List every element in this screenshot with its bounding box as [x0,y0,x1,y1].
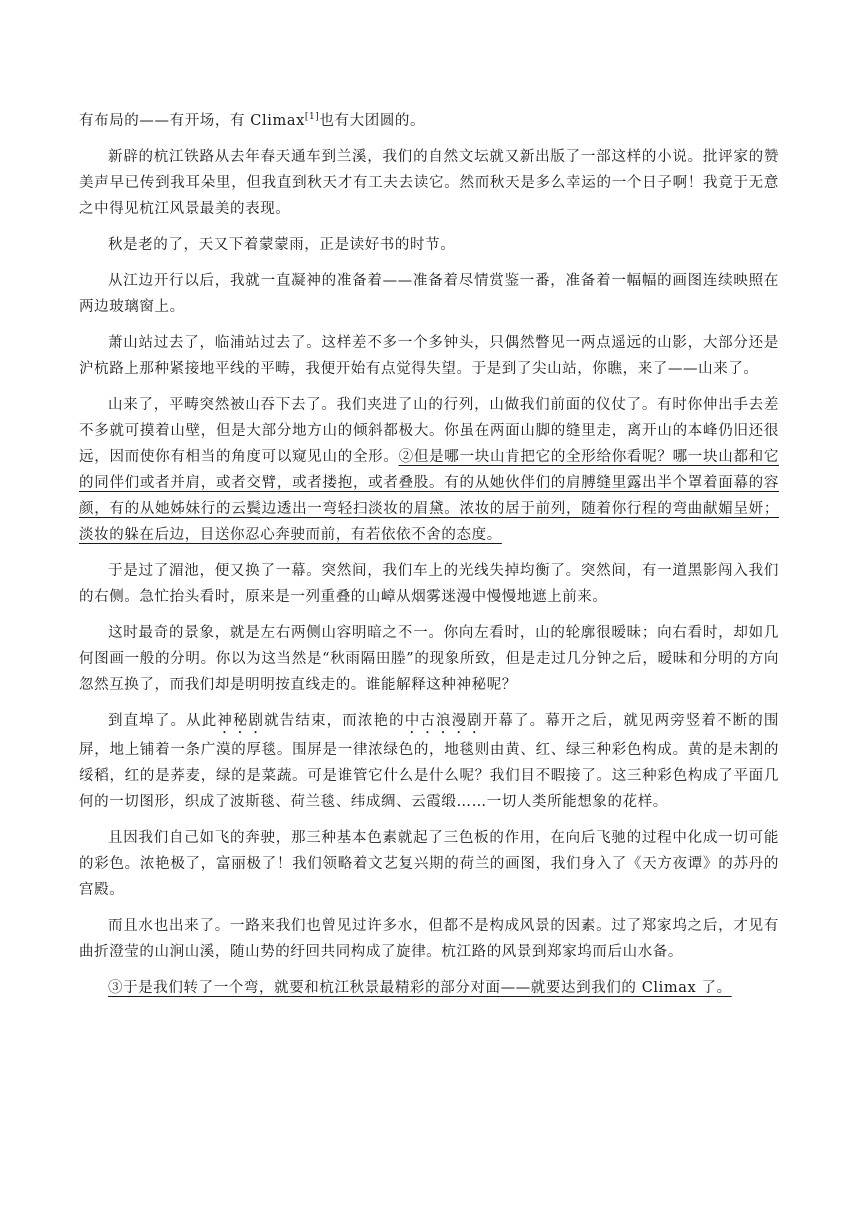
underlined-passage-2: 但是哪一块山肯把它的全形给你看呢？哪一块山都和它的同伴们或者并肩，或者交臂，或者搂抱，或者叠股。有的从她伙伴们的肩膊缝里露出半个罩着面幕的容颜，有的从她姊妹行的云鬓边透出一弯轻扫淡妆的眉黛。浓妆的居于前列，随着你行程的弯曲献媚呈妍；淡妆的躲在后边，目送你忍心奔驶而前，有若依依不舍的态度。 [79,449,779,543]
p1-text-b: 也有大团圆的。 [319,113,426,129]
paragraph-9 [79,708,779,815]
paragraph-4: 从江边开行以后，我就一直凝神的准备着——准备着尽情赏鉴一番，准备着一幅幅的画图连续映照在两边玻璃窗上。 [79,273,779,315]
p9-text-b: 就告结束，而浓艳的 [264,713,405,729]
p9-text-a: 到直埠了。从此 [108,713,218,729]
paragraph-12 [79,975,779,1001]
question-marker-2: ② [398,449,414,465]
footnote-ref: [1] [304,112,320,123]
paragraph-5: 萧山站过去了，临浦站过去了。这样差不多一个多钟头，只偶然瞥见一两点遥远的山影，大部分还是沪杭路上那种紧接地平线的平畴，我便开始有点觉得失望。于是到了尖山站，你瞧，来了——山来了。 [79,335,779,377]
paragraph-2: 新辟的杭江铁路从去年春天通车到兰溪，我们的自然文坛就又新出版了一部这样的小说。批评家的赞美声早已传到我耳朵里，但我直到秋天才有工夫去读它。然而秋天是多么幸运的一个日子啊！我竟于无意之中得见杭江风景最美的表现。 [79,149,779,217]
p1-text-a: 有布局的——有开场，有 Climax [79,113,305,129]
paragraph-6 [79,392,779,548]
p9-text-c: 开幕了。幕开之后，就见两旁竖着不断的围屏，地上铺着一条广漠的厚毯。围屏是一律浓绿色的，地毯则由黄、红、绿三种彩色构成。黄的是未割的绥稻，红的是荞麦，绿的是菜蔬。可是谁管它什么是什么呢？我们目不暇接了。这三种彩色构成了平面几何的一切图形，织成了波斯毯、荷兰毯、纬成绸、云霞缎……一切人类所能想象的花样。 [79,713,779,810]
paragraph-7: 于是过了湄池，便又换了一幕。突然间，我们车上的光线失掉均衡了。突然间，有一道黑影闯入我们的右侧。急忙抬头看时，原来是一列重叠的山嶂从烟雾迷漫中慢慢地遮上前来。 [79,563,779,605]
p6-text: 山来了，平畴突然被山吞下去了。我们夹进了山的行列，山做我们前面的仪仗了。有时你伸出手去差不多就可摸着山壁，但是大部分地方山的倾斜都极大。你虽在两面山脚的缝里走，离开山的本峰仍旧还很远，因而使你有相当的角度可以窥见山的全形。 [79,397,779,465]
document-page [79,108,779,1011]
paragraph-10: 且因我们自己如飞的奔驶，那三种基本色素就起了三色板的作用，在向后飞驰的过程中化成一切可能的彩色。浓艳极了，富丽极了！我们领略着文艺复兴期的荷兰的画图，我们身入了《天方夜谭》的苏丹的宫殿。 [79,830,779,898]
emphasis-medieval-romance: 中古浪漫剧 [404,713,483,729]
emphasis-mysterious-drama: 神秘剧 [217,713,265,729]
paragraph-8: 这时最奇的景象，就是左右两侧山容明暗之不一。你向左看时，山的轮廓很暧昧；向右看时，却如几何图画一般的分明。你以为这当然是“秋雨隔田塍”的现象所致，但是走过几分钟之后，暧昧和分明的方向忽然互换了，而我们却是明明按直线走的。谁能解释这种神秘呢？ [79,625,779,693]
paragraph-1 [79,108,779,134]
question-marker-3: ③ [108,980,124,996]
paragraph-3: 秋是老的了，天又下着蒙蒙雨，正是读好书的时节。 [108,237,456,253]
underlined-passage-3: 于是我们转了一个弯，就要和杭江秋景最精彩的部分对面——就要达到我们的 Climax 了。 [123,980,732,996]
paragraph-11: 而且水也出来了。一路来我们也曾见过许多水，但都不是构成风景的因素。过了郑家坞之后，才见有曲折澄莹的山涧山溪，随山势的纡回共同构成了旋律。杭江路的风景到郑家坞而后山水备。 [79,918,779,960]
